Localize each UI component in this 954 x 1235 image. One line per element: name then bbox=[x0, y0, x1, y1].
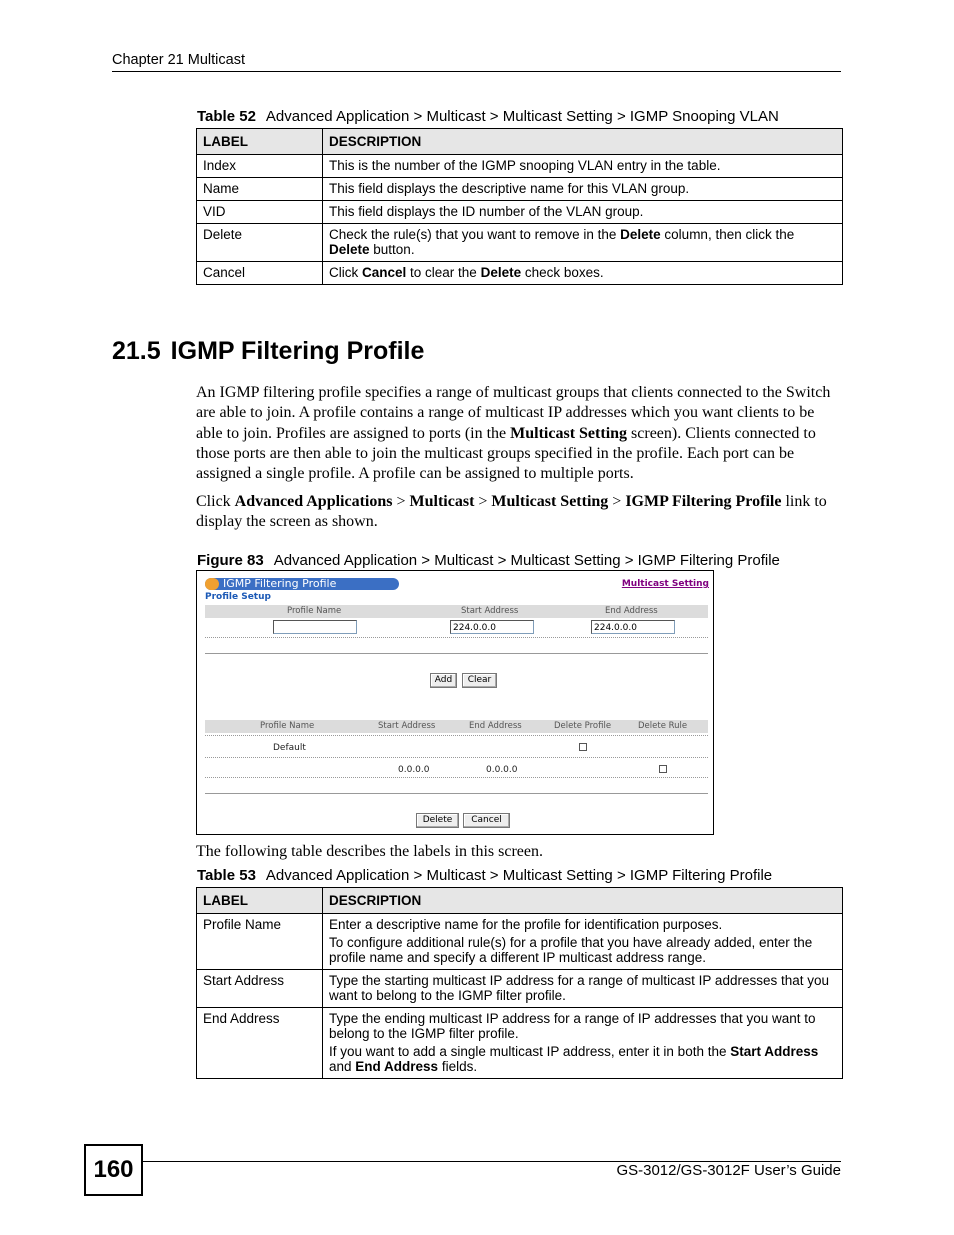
list-end-address-header: End Address bbox=[469, 721, 522, 731]
navigation-paragraph bbox=[196, 492, 841, 533]
row-description: This field displays the ID number of the VLAN group. bbox=[323, 201, 843, 224]
end-address-header: End Address bbox=[605, 606, 658, 616]
text-run: screen). Clients connected to those ports are then able to join the multicast groups specified in the profile. Each port can be assigned a single profile. A profile can be assigned to multiple ports. bbox=[196, 424, 816, 483]
text-run: check boxes. bbox=[521, 265, 604, 280]
table-header-row bbox=[197, 129, 843, 155]
row-description bbox=[323, 914, 843, 970]
profile-setup-subtitle: Profile Setup bbox=[205, 592, 271, 602]
text-run: > bbox=[392, 493, 410, 510]
row-label: Cancel bbox=[197, 262, 323, 285]
text-run: link to display the screen as shown. bbox=[196, 493, 827, 531]
table-header-row bbox=[197, 888, 843, 914]
table-53-caption bbox=[197, 867, 772, 884]
bold-term: End Address bbox=[355, 1059, 439, 1074]
guide-title: GS-3012/GS-3012F User’s Guide bbox=[616, 1162, 841, 1179]
table-row bbox=[197, 224, 843, 262]
table-row bbox=[197, 970, 843, 1008]
row-description: This is the number of the IGMP snooping VLAN entry in the table. bbox=[323, 155, 843, 178]
description-line: Type the ending multicast IP address for a range of IP addresses that you want to belong to the IGMP filter profile. bbox=[329, 1011, 816, 1041]
table-52-caption bbox=[197, 108, 779, 125]
table-53 bbox=[196, 887, 843, 1079]
table-row bbox=[197, 914, 843, 970]
figure-83-caption bbox=[197, 552, 780, 569]
setup-header-row bbox=[205, 605, 708, 618]
row-description bbox=[323, 262, 843, 285]
row-description: This field displays the descriptive name for this VLAN group. bbox=[323, 178, 843, 201]
bold-term: IGMP Filtering Profile bbox=[625, 493, 782, 510]
divider bbox=[205, 653, 708, 654]
col-description-header: DESCRIPTION bbox=[323, 129, 843, 155]
profile-row-name: Default bbox=[273, 743, 306, 753]
list-start-address-header: Start Address bbox=[378, 721, 436, 731]
table-row bbox=[197, 1008, 843, 1079]
col-description-header: DESCRIPTION bbox=[323, 888, 843, 914]
bold-term: Cancel bbox=[362, 265, 407, 280]
screen-title: IGMP Filtering Profile bbox=[223, 577, 337, 590]
profile-name-input[interactable] bbox=[273, 620, 357, 634]
table-53-label: Table 53 bbox=[197, 867, 256, 884]
list-profile-name-header: Profile Name bbox=[260, 721, 315, 731]
add-button[interactable]: Add bbox=[430, 673, 457, 688]
text-run: Click bbox=[196, 493, 235, 510]
row-label: VID bbox=[197, 201, 323, 224]
clear-button[interactable]: Clear bbox=[462, 673, 497, 688]
rule-row-end-address: 0.0.0.0 bbox=[486, 765, 518, 775]
table-52-label: Table 52 bbox=[197, 108, 256, 125]
bold-term: Start Address bbox=[730, 1044, 819, 1059]
text-run: If you want to add a single multicast IP address, enter it in both the bbox=[329, 1044, 731, 1059]
start-address-input[interactable]: 224.0.0.0 bbox=[450, 620, 534, 634]
profile-list-header-row bbox=[205, 720, 708, 733]
text-run: and bbox=[329, 1059, 356, 1074]
row-label: Name bbox=[197, 178, 323, 201]
description-line bbox=[329, 1044, 836, 1074]
description-line: Type the starting multicast IP address for a range of multicast IP addresses that you want to belong to the IGMP filter profile. bbox=[329, 973, 830, 1003]
figure-83-label: Figure 83 bbox=[197, 552, 264, 569]
divider bbox=[205, 637, 708, 638]
row-label: Delete bbox=[197, 224, 323, 262]
page-number: 160 bbox=[84, 1144, 143, 1196]
row-label: End Address bbox=[197, 1008, 323, 1079]
delete-button[interactable]: Delete bbox=[416, 813, 459, 828]
text-run: An IGMP filtering profile specifies a range of multicast groups that clients connected to the Switch are able to join. A profile contains a range of multicast IP addresses which you want clients to be able to join. Profiles are assigned to ports (in the bbox=[196, 384, 831, 442]
table-row bbox=[197, 155, 843, 178]
description-line: To configure additional rule(s) for a profile that you have already added, enter the profile name and specify a different IP multicast address range. bbox=[329, 935, 813, 965]
divider bbox=[205, 777, 708, 778]
row-label: Index bbox=[197, 155, 323, 178]
header-rule bbox=[112, 71, 841, 72]
table-52 bbox=[196, 128, 843, 285]
bold-term: Delete bbox=[329, 242, 370, 257]
list-delete-rule-header: Delete Rule bbox=[638, 721, 688, 731]
text-run: button. bbox=[369, 242, 415, 257]
text-run: to clear the bbox=[406, 265, 481, 280]
divider bbox=[205, 735, 708, 736]
table-intro-paragraph: The following table describes the labels in this screen. bbox=[196, 843, 544, 860]
table-53-title: Advanced Application > Multicast > Multicast Setting > IGMP Filtering Profile bbox=[265, 867, 773, 884]
text-run: > bbox=[474, 493, 492, 510]
profile-name-header: Profile Name bbox=[287, 606, 342, 616]
chapter-header: Chapter 21 Multicast bbox=[112, 52, 245, 68]
intro-paragraph bbox=[196, 383, 841, 484]
description-line: Enter a descriptive name for the profile for identification purposes. bbox=[329, 917, 723, 932]
table-row bbox=[197, 201, 843, 224]
text-run: > bbox=[608, 493, 626, 510]
delete-profile-checkbox[interactable] bbox=[579, 743, 587, 751]
row-description bbox=[323, 1008, 843, 1079]
list-delete-profile-header: Delete Profile bbox=[554, 721, 612, 731]
start-address-header: Start Address bbox=[461, 606, 519, 616]
divider bbox=[205, 793, 708, 794]
text-run: Check the rule(s) that you want to remove in the bbox=[329, 227, 621, 242]
bold-term: Delete bbox=[480, 265, 522, 280]
rule-row-start-address: 0.0.0.0 bbox=[398, 765, 430, 775]
screen-title-icon bbox=[205, 578, 219, 590]
row-description bbox=[323, 224, 843, 262]
col-label-header: LABEL bbox=[197, 888, 323, 914]
screen-title-bar bbox=[205, 578, 399, 590]
bold-term: Multicast bbox=[409, 493, 475, 510]
bold-term: Advanced Applications bbox=[234, 493, 393, 510]
section-name: IGMP Filtering Profile bbox=[170, 337, 425, 365]
divider bbox=[205, 757, 708, 758]
row-label: Start Address bbox=[197, 970, 323, 1008]
bold-term: Multicast Setting bbox=[510, 424, 628, 442]
row-label: Profile Name bbox=[197, 914, 323, 970]
multicast-setting-link[interactable]: Multicast Setting bbox=[621, 579, 709, 589]
bold-term: Delete bbox=[620, 227, 661, 242]
table-52-title: Advanced Application > Multicast > Multicast Setting > IGMP Snooping VLAN bbox=[265, 108, 779, 125]
igmp-filtering-profile-screen bbox=[196, 570, 714, 835]
delete-rule-checkbox[interactable] bbox=[659, 765, 667, 773]
col-label-header: LABEL bbox=[197, 129, 323, 155]
text-run: fields. bbox=[438, 1059, 478, 1074]
section-number: 21.5 bbox=[112, 337, 161, 365]
figure-83-title: Advanced Application > Multicast > Multicast Setting > IGMP Filtering Profile bbox=[273, 552, 780, 569]
end-address-input[interactable]: 224.0.0.0 bbox=[591, 620, 675, 634]
cancel-button[interactable]: Cancel bbox=[463, 813, 510, 828]
row-description bbox=[323, 970, 843, 1008]
text-run: column, then click the bbox=[660, 227, 795, 242]
section-title bbox=[112, 337, 424, 366]
table-row bbox=[197, 178, 843, 201]
text-run: Click bbox=[329, 265, 362, 280]
bold-term: Multicast Setting bbox=[491, 493, 609, 510]
table-row bbox=[197, 262, 843, 285]
